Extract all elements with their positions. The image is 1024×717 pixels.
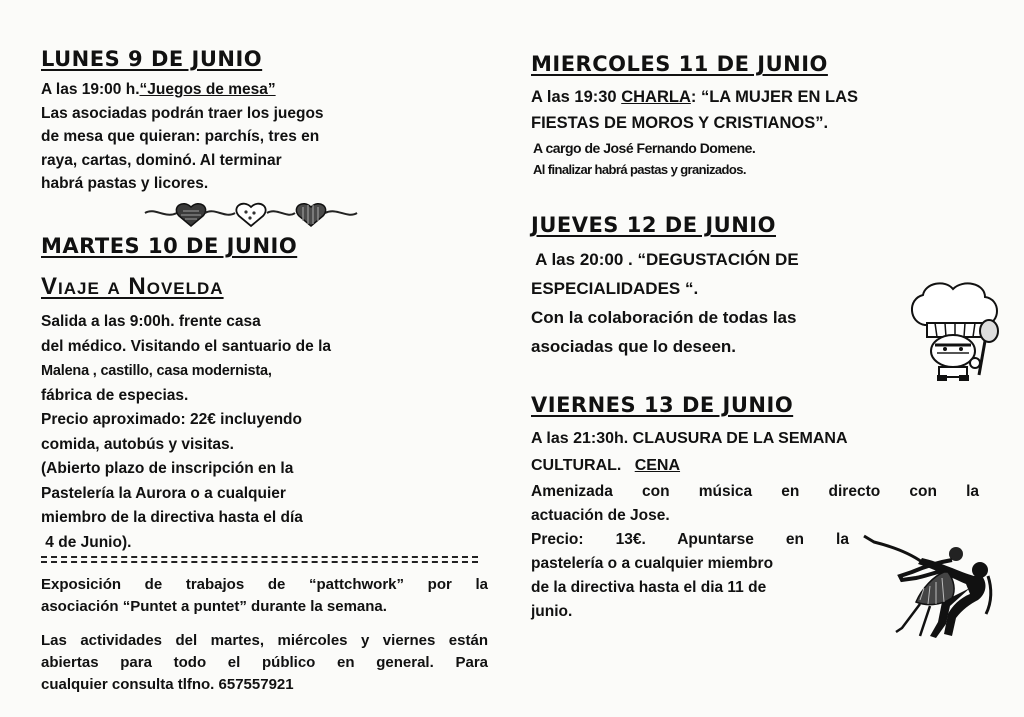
heart-icon: [296, 204, 325, 226]
miercoles-body: [531, 84, 981, 136]
viernes-line: A las 21:30h. CLAUSURA DE LA SEMANA: [531, 430, 848, 447]
precio-line: pastelería o a cualquier miembro: [531, 555, 774, 572]
martes-line: Malena , castillo, casa modernista,: [41, 363, 272, 379]
martes-line: (Abierto plazo de inscripción en la: [41, 460, 294, 477]
martes-line: miembro de la directiva hasta el día: [41, 509, 303, 526]
martes-line: del médico. Visitando el santuario de la: [41, 337, 331, 355]
amenizada-line: Amenizada con música en directo con la: [531, 483, 979, 500]
cargo-line: A cargo de José Fernando Domene.: [533, 140, 756, 156]
lunes-title: “Juegos de mesa”: [139, 81, 276, 98]
exposicion-text: [41, 574, 488, 618]
charla-label: CHARLA: [621, 88, 691, 106]
martes-line: 4 de Junio).: [41, 533, 132, 551]
dancing-couple-icon: [860, 532, 996, 644]
lunes-heading: LUNES 9 DE JUNIO: [41, 47, 263, 71]
lunes-line: de mesa que quieran: parchís, tres en: [41, 128, 320, 146]
martes-line: comida, autobús y visitas.: [41, 435, 234, 453]
viernes-heading: VIERNES 13 DE JUNIO: [531, 393, 794, 417]
heart-icon: [236, 204, 265, 226]
precio-line: junio.: [531, 603, 573, 620]
viernes-amenizada: [531, 480, 979, 528]
amenizada-line: actuación de Jose.: [531, 507, 670, 524]
martes-line: Precio aproximado: 22€ incluyendo: [41, 411, 302, 428]
chef-cartoon-icon: [905, 279, 1005, 383]
jueves-line: A las 20:00 . “DEGUSTACIÓN DE: [531, 250, 799, 269]
dashed-separator: [41, 561, 478, 563]
jueves-line: asociadas que lo deseen.: [531, 337, 737, 356]
martes-heading: MARTES 10 DE JUNIO: [41, 234, 298, 258]
jueves-line: Con la colaboración de todas las: [531, 308, 797, 327]
martes-subheading: Viaje a Novelda: [41, 273, 224, 300]
jueves-line: ESPECIALIDADES “.: [531, 279, 699, 298]
lunes-line: raya, cartas, dominó. Al terminar: [41, 151, 282, 169]
miercoles-cargo: [533, 138, 755, 180]
lunes-line: Las asociadas podrán traer los juegos: [41, 104, 324, 122]
viernes-cultural: CULTURAL.: [531, 457, 622, 474]
precio-line: de la directiva hasta el dia 11 de: [531, 579, 767, 596]
exposicion-line: asociación “Puntet a puntet” durante la semana.: [41, 598, 387, 615]
actividades-text: [41, 630, 488, 696]
actividades-line: abiertas para todo el público en general. Para: [41, 654, 488, 671]
actividades-line: Las actividades del martes, miércoles y viernes están: [41, 632, 488, 649]
charla-title-cont: FIESTAS DE MOROS Y CRISTIANOS”.: [531, 114, 829, 132]
precio-line: Precio: 13€. Apuntarse en la: [531, 531, 849, 548]
viernes-body: [531, 425, 981, 479]
martes-line: fábrica de especias.: [41, 386, 189, 404]
lunes-time: A las 19:00 h.: [41, 81, 140, 98]
viernes-precio: [531, 528, 849, 624]
jueves-body: [531, 245, 951, 361]
finalizar-line: Al finalizar habrá pastas y granizados.: [533, 162, 746, 177]
actividades-line: cualquier consulta tlfno. 657557921: [41, 676, 294, 693]
jueves-heading: JUEVES 12 DE JUNIO: [531, 213, 776, 237]
martes-body: [41, 310, 441, 555]
martes-line: Pastelería la Aurora o a cualquier: [41, 484, 286, 502]
lunes-line: habrá pastas y licores.: [41, 175, 209, 193]
hearts-garland-divider: [143, 199, 359, 229]
viernes-cena: CENA: [634, 457, 681, 474]
martes-line: Salida a las 9:00h. frente casa: [41, 313, 261, 330]
miercoles-time: A las 19:30: [531, 88, 622, 106]
miercoles-heading: MIERCOLES 11 DE JUNIO: [531, 52, 828, 76]
lunes-body: [41, 78, 411, 196]
exposicion-line: Exposición de trabajos de “pattchwork” por la: [41, 576, 488, 593]
dashed-separator: [41, 556, 478, 558]
charla-title: : “LA MUJER EN LAS: [690, 88, 859, 106]
heart-icon: [176, 204, 205, 226]
